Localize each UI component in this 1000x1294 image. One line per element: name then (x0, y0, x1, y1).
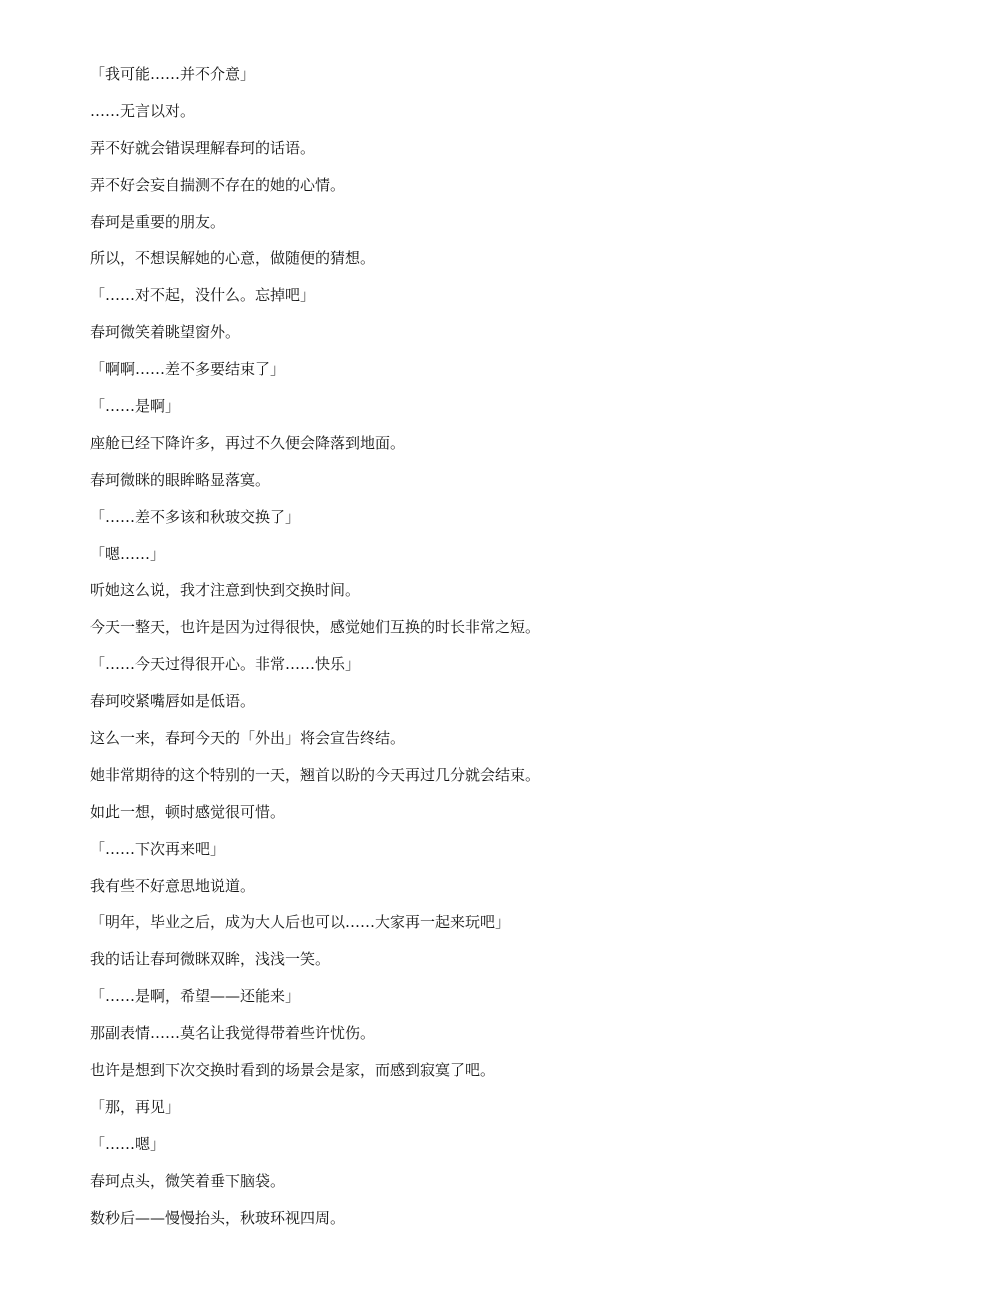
paragraph-line: ……无言以对。 (90, 101, 196, 120)
paragraph-line: 这么一来，春珂今天的「外出」将会宣告终结。 (90, 729, 406, 748)
paragraph-line: 她非常期待的这个特别的一天，翘首以盼的今天再过几分就会结束。 (90, 765, 541, 784)
paragraph-line: 「……嗯」 (90, 1134, 166, 1153)
paragraph-line: 那副表情……莫名让我觉得带着些许忧伤。 (90, 1024, 376, 1043)
paragraph-line: 「……下次再来吧」 (90, 839, 226, 858)
paragraph-line: 「……是啊」 (90, 397, 181, 416)
paragraph-line: 「啊啊……差不多要结束了」 (90, 360, 286, 379)
paragraph-line: 「那，再见」 (90, 1097, 181, 1116)
paragraph-line: 听她这么说，我才注意到快到交换时间。 (90, 581, 361, 600)
paragraph-line: 数秒后——慢慢抬头，秋玻环视四周。 (90, 1208, 346, 1227)
paragraph-line: 春珂微笑着眺望窗外。 (90, 323, 241, 342)
paragraph-line: 「嗯……」 (90, 544, 166, 563)
paragraph-line: 也许是想到下次交换时看到的场景会是家，而感到寂寞了吧。 (90, 1061, 496, 1080)
paragraph-line: 所以，不想误解她的心意，做随便的猜想。 (90, 249, 376, 268)
paragraph-line: 座舱已经下降许多，再过不久便会降落到地面。 (90, 433, 406, 452)
paragraph-line: 我的话让春珂微眯双眸，浅浅一笑。 (90, 950, 331, 969)
paragraph-line: 「明年，毕业之后，成为大人后也可以……大家再一起来玩吧」 (90, 913, 511, 932)
paragraph-line: 「……对不起，没什么。忘掉吧」 (90, 286, 316, 305)
paragraph-line: 春珂点头，微笑着垂下脑袋。 (90, 1171, 286, 1190)
paragraph-line: 春珂微眯的眼眸略显落寞。 (90, 470, 271, 489)
paragraph-line: 我有些不好意思地说道。 (90, 876, 256, 895)
text-column (90, 62, 950, 1243)
paragraph-line: 春珂是重要的朋友。 (90, 212, 226, 231)
paragraph-line: 「……是啊，希望——还能来」 (90, 987, 301, 1006)
paragraph-line: 「……差不多该和秋玻交换了」 (90, 507, 301, 526)
paragraph-line: 弄不好会妄自揣测不存在的她的心情。 (90, 175, 346, 194)
paragraph-line: 春珂咬紧嘴唇如是低语。 (90, 692, 256, 711)
paragraph-line: 「我可能……并不介意」 (90, 65, 256, 83)
paragraph-line: 「……今天过得很开心。非常……快乐」 (90, 655, 361, 674)
paragraph-line: 弄不好就会错误理解春珂的话语。 (90, 138, 316, 157)
paragraph-line: 如此一想，顿时感觉很可惜。 (90, 802, 286, 821)
paragraph-line: 今天一整天，也许是因为过得很快，感觉她们互换的时长非常之短。 (90, 618, 541, 637)
